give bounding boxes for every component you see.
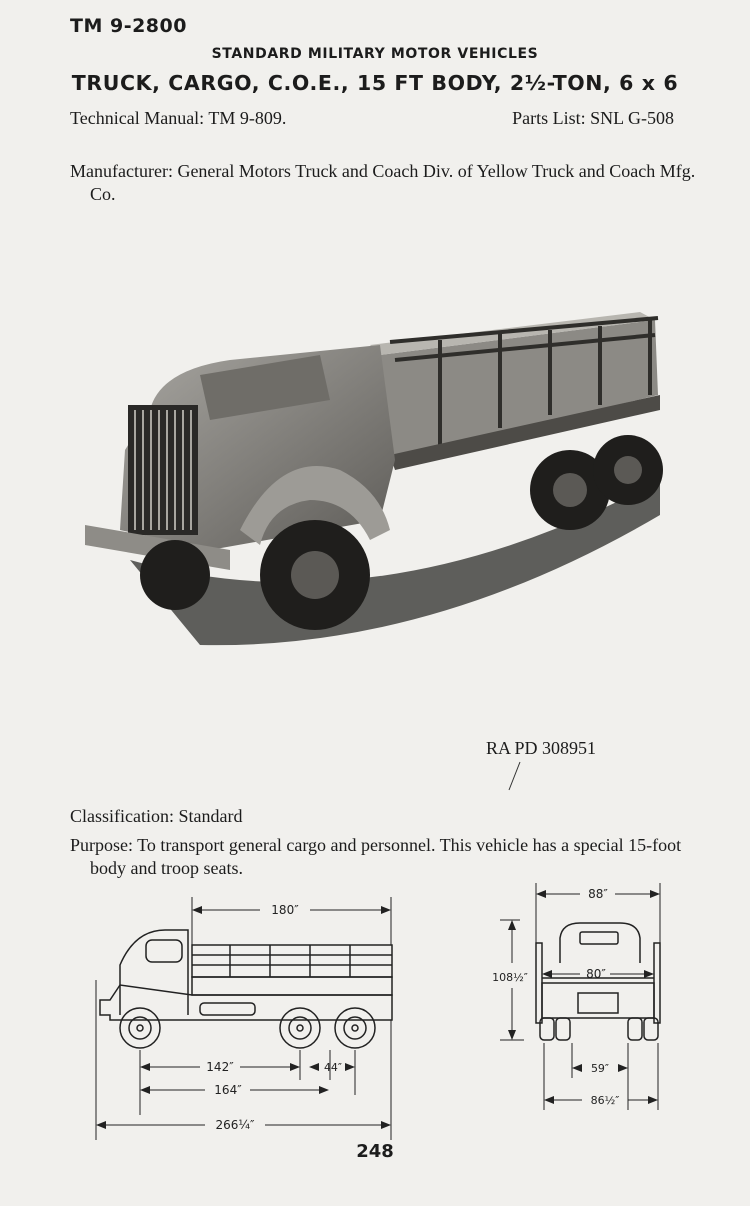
front-view-diagram	[480, 878, 680, 1128]
dim-wheelbase-front: 142″	[206, 1060, 234, 1074]
parts-list-reference: Parts List: SNL G-508	[512, 108, 674, 128]
classification-text: Classification: Standard	[70, 806, 243, 826]
manual-number: TM 9-2800	[70, 15, 187, 37]
page-title: TRUCK, CARGO, C.O.E., 15 FT BODY, 2½-TON, 6 x 6	[71, 71, 679, 95]
side-view-diagram	[80, 885, 410, 1150]
dim-track-outer: 86½″	[590, 1094, 620, 1107]
dim-body-inner-width: 80″	[586, 967, 606, 981]
dim-track-inner: 59″	[590, 1062, 610, 1075]
dim-body-length: 180″	[271, 903, 299, 917]
dim-overall-width: 88″	[588, 887, 608, 901]
page-number: 248	[356, 1141, 394, 1162]
photo-caption: RA PD 308951	[486, 738, 597, 758]
dim-wheelbase-rear: 164″	[214, 1083, 242, 1097]
dim-tandem-spacing: 44″	[323, 1061, 343, 1074]
dim-overall-height: 108½″	[492, 971, 528, 984]
caption-leader-line	[505, 760, 525, 792]
technical-manual-reference: Technical Manual: TM 9-809.	[70, 108, 287, 128]
manufacturer-text: Manufacturer: General Motors Truck and Coach Div. of Yellow Truck and Coach Mfg. Co.	[70, 161, 696, 204]
truck-photograph	[80, 300, 670, 650]
dim-overall-length: 266¼″	[215, 1118, 255, 1132]
page-subtitle: STANDARD MILITARY MOTOR VEHICLES	[211, 46, 539, 62]
purpose-text: Purpose: To transport general cargo and personnel. This vehicle has a special 15-foot body and troop seats.	[70, 835, 682, 878]
